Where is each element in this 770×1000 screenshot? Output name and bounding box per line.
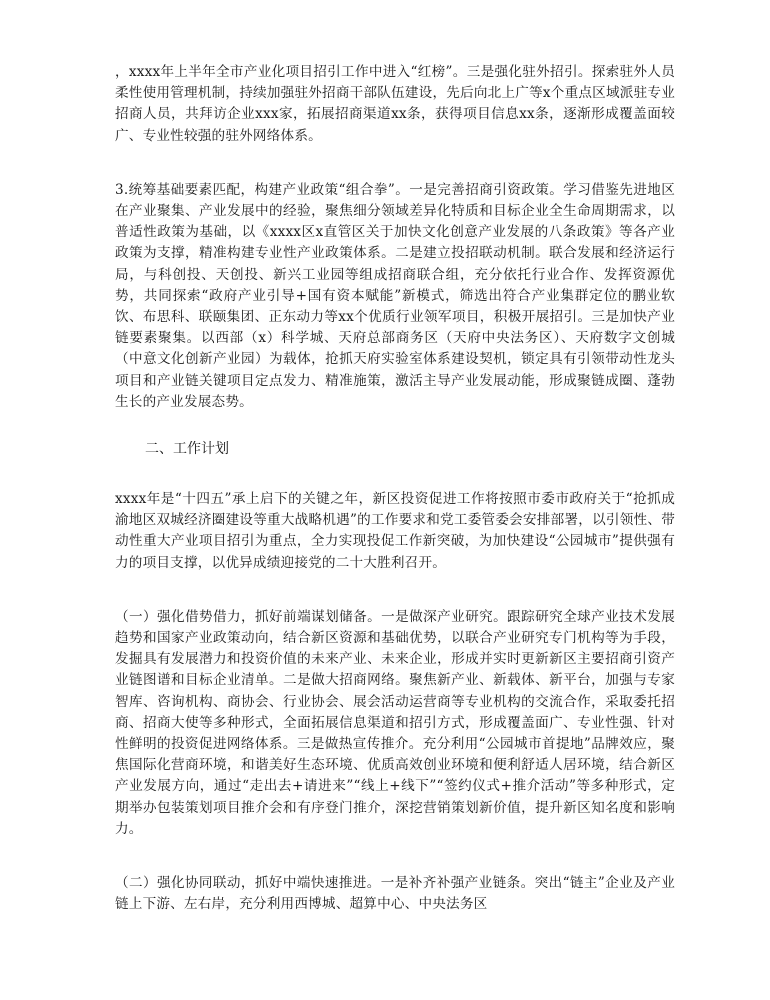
section-heading: 二、工作计划 <box>145 441 229 458</box>
paragraph-4: （一）强化借势借力，抓好前端谋划储备。一是做深产业研究。跟踪研究全球产业技术发展趋势和国家产业政策动向，结合新区资源和基础优势，以联合产业研究专门机构等为手段，发掘具有发展潜力和投资价值的未来产业、未来企业，形成并实时更新新区主要招商引资产业链图谱和目标企业清单。二是做大招商网络。聚焦新产业、新载体、新平台，加强与专家智库、咨询机构、商协会、行业协会、展会活动运营商等专业机构的交流合作，采取委托招商、招商大使等多种形式，全面拓展信息渠道和招引方式，形成覆盖面广、专业性强、针对性鲜明的投资促进网络体系。三是做热宣传推介。充分利用“公园城市首提地”品牌效应，聚焦国际化营商环境，和谐美好生态环境、优质高效创业环境和便利舒适人居环境，结合新区产业发展方向，通过“走出去+请进来”“线上+线下”“签约仪式+推介活动”等多种形式，定期举办包装策划项目推介会和有序登门推介，深挖营销策划新价值，提升新区知名度和影响力。 <box>115 608 675 837</box>
paragraph-5: （二）强化协同联动，抓好中端快速推进。一是补齐补强产业链条。突出“链主”企业及产业链上下游、左右岸，充分利用西博城、超算中心、中央法务区 <box>115 875 675 913</box>
paragraph-1: ，xxxx年上半年全市产业化项目招引工作中进入“红榜”。三是强化驻外招引。探索驻外人员柔性使用管理机制，持续加强驻外招商干部队伍建设，先后向北上广等x个重点区域派驻专业招商人员，共拜访企业xxx家，拓展招商渠道xx条，获得项目信息xx条，逐渐形成覆盖面较广、专业性较强的驻外网络体系。 <box>115 64 675 144</box>
document-page <box>115 62 675 916</box>
paragraph-3: xxxx年是“十四五”承上启下的关键之年，新区投资促进工作将按照市委市政府关于“抢抓成渝地区双城经济圈建设等重大战略机遇”的工作要求和党工委管委会安排部署，以引领性、带动性重大产业项目招引为重点，全力实现投促工作新突破，为加快建设“公园城市”提供强有力的项目支撑，以优异成绩迎接党的二十大胜利召开。 <box>115 491 675 571</box>
paragraph-2: 3.统筹基础要素匹配，构建产业政策“组合拳”。一是完善招商引资政策。学习借鉴先进地区在产业聚集、产业发展中的经验，聚焦细分领域差异化特质和目标企业全生命周期需求，以普适性政策为基础，以《xxxx区x直管区关于加快文化创意产业发展的八条政策》等各产业政策为支撑，精准构建专业性产业政策体系。二是建立投招联动机制。联合发展和经济运行局，与科创投、天创投、新兴工业园等组成招商联合组，充分依托行业合作、发挥资源优势，共同探索“政府产业引导+国有资本赋能”新模式，筛选出符合产业集群定位的鹏业软饮、布思科、联颐集团、正东动力等xx个优质行业领军项目，积极开展招引。三是加快产业链要素聚集。以西部（x）科学城、天府总部商务区（天府中央法务区）、天府数字文创城（中意文化创新产业园）为载体，抢抓天府实验室体系建设契机，锁定具有引领带动性龙头项目和产业链关键项目定点发力、精准施策，激活主导产业发展动能，形成聚链成圈、蓬勃生长的产业发展态势。 <box>115 181 675 410</box>
